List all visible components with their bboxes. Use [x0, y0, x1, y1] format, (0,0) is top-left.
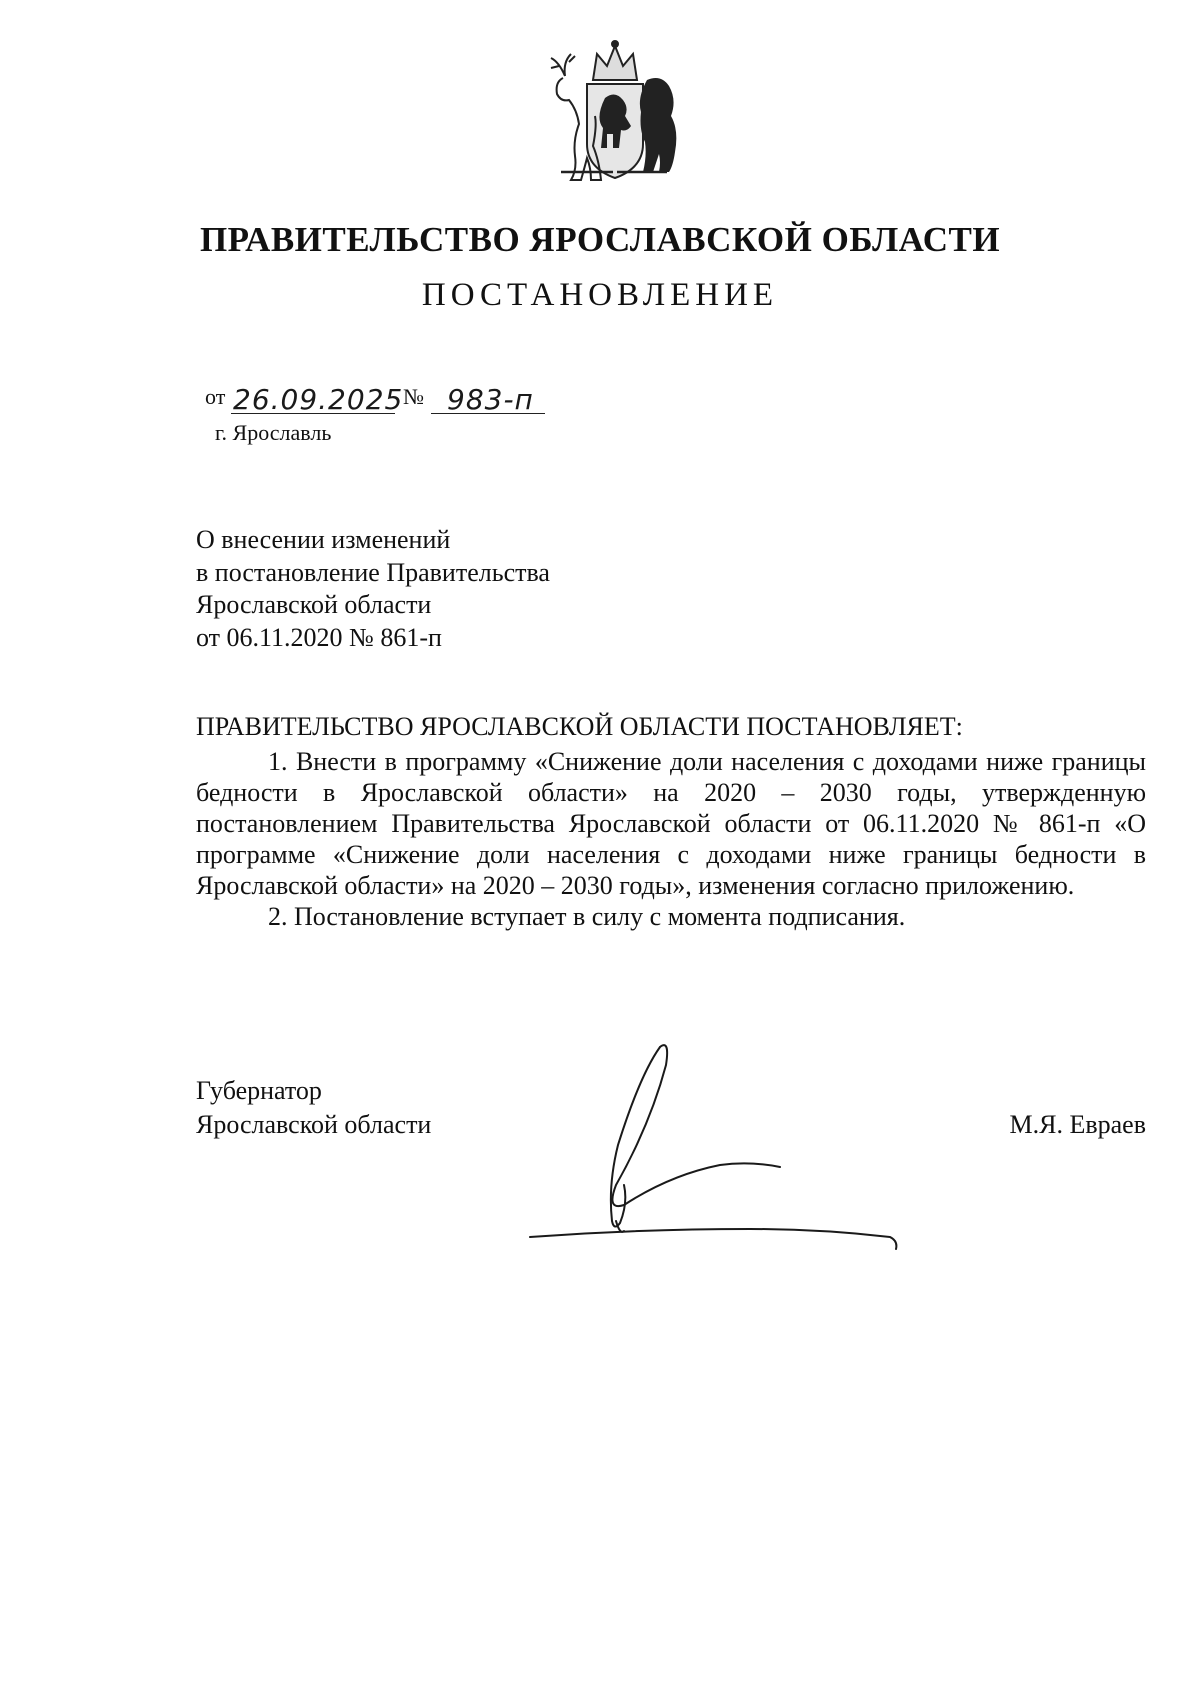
- date-number-row: [205, 382, 625, 418]
- subject-line: Ярославской области: [196, 590, 432, 619]
- document-type: ПОСТАНОВЛЕНИЕ: [421, 277, 779, 313]
- subject-line: в постановление Правительства: [196, 557, 550, 587]
- document-subject: [196, 524, 716, 654]
- handwritten-signature-icon: [520, 1035, 930, 1255]
- number-label: №: [403, 384, 424, 409]
- organization-title: ПРАВИТЕЛЬСТВО ЯРОСЛАВСКОЙ ОБЛАСТИ: [199, 220, 1001, 259]
- decree-heading: ПРАВИТЕЛЬСТВО ЯРОСЛАВСКОЙ ОБЛАСТИ ПОСТАНОВЛЯЕТ:: [196, 712, 963, 741]
- body-paragraph: 2. Постановление вступает в силу с момента подписания.: [268, 902, 906, 931]
- body-paragraph: 1. Внести в программу «Снижение доли населения с доходами ниже границы бедности в Ярославской области» на 2020 – 2030 годы, утвержденную постановлением Правительства Ярославской области от 06.11.2020 № 861-п «О программе «Снижение доли населения с доходами ниже границы бедности в Ярославской области» на 2020 – 2030 годы», изменения согласно приложению.: [196, 747, 1146, 900]
- number-value: 983-п: [447, 383, 534, 416]
- document-body: [196, 746, 1146, 932]
- date-value: 26.09.2025: [233, 383, 404, 416]
- subject-line: О внесении изменений: [196, 525, 451, 554]
- document-meta: [205, 382, 625, 446]
- date-label: от: [205, 384, 226, 409]
- subject-line: от 06.11.2020 № 861-п: [196, 622, 442, 652]
- signer-position-line: Губернатор: [196, 1076, 322, 1105]
- signer-position: [196, 1074, 431, 1142]
- city: г. Ярославль: [215, 420, 332, 445]
- coat-of-arms-icon: [535, 36, 695, 186]
- date-underline: [231, 413, 395, 414]
- signer-name: М.Я. Евраев: [1009, 1110, 1146, 1139]
- number-underline: [431, 413, 545, 414]
- signer-position-line: Ярославской области: [196, 1110, 432, 1139]
